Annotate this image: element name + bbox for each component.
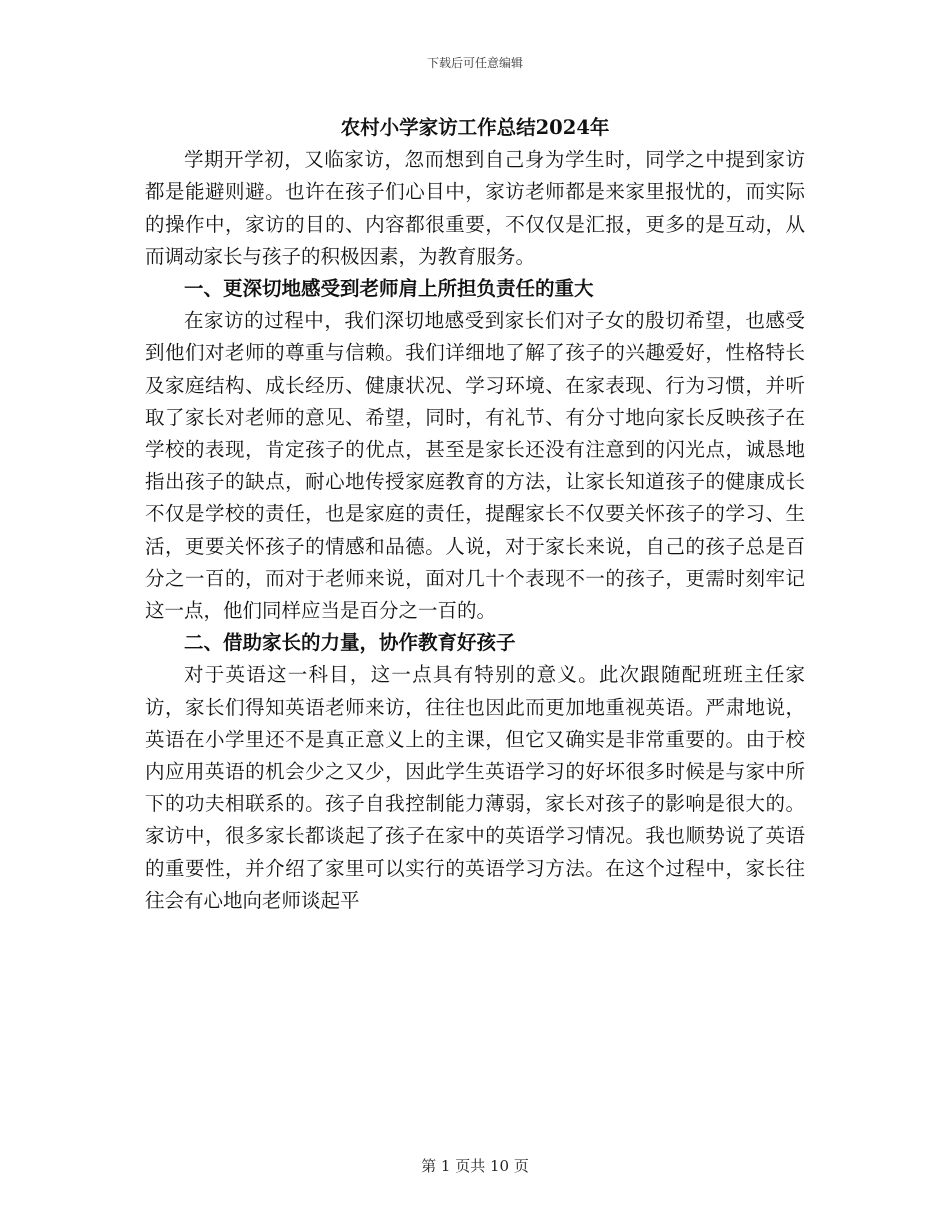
document-body <box>145 112 805 917</box>
page-footer: 第 1 页共 10 页 <box>421 1157 529 1175</box>
section-1-heading: 一、更深切地感受到老师肩上所担负责任的重大 <box>184 277 594 301</box>
intro-paragraph: 学期开学初，又临家访，忽而想到自己身为学生时，同学之中提到家访都是能避则避。也许在孩子们心目中，家访老师都是来家里报忧的，而实际的操作中，家访的目的、内容都很重要，不仅仅是汇报，更多的是互动，从而调动家长与孩子的积极因素，为教育服务。 <box>145 148 805 268</box>
section-2-paragraph: 对于英语这一科目，这一点具有特别的意义。此次跟随配班班主任家访，家长们得知英语老师来访，往往也因此而更加地重视英语。严肃地说，英语在小学里还不是真正意义上的主课，但它又确实是非常重要的。由于校内应用英语的机会少之又少，因此学生英语学习的好坏很多时候是与家中所下的功夫相联系的。孩子自我控制能力薄弱，家长对孩子的影响是很大的。家访中，很多家长都谈起了孩子在家中的英语学习情况。我也顺势说了英语的重要性，并介绍了家里可以实行的英语学习方法。在这个过程中，家长往往会有心地向老师谈起平 <box>145 663 805 912</box>
document-title: 农村小学家访工作总结2024年 <box>340 116 610 139</box>
section-2-heading: 二、借助家长的力量，协作教育好孩子 <box>184 631 516 655</box>
section-1-paragraph: 在家访的过程中，我们深切地感受到家长们对子女的殷切希望，也感受到他们对老师的尊重与信赖。我们详细地了解了孩子的兴趣爱好，性格特长及家庭结构、成长经历、健康状况、学习环境、在家表现、行为习惯，并听取了家长对老师的意见、希望，同时，有礼节、有分寸地向家长反映孩子在学校的表现，肯定孩子的优点，甚至是家长还没有注意到的闪光点，诚恳地指出孩子的缺点，耐心地传授家庭教育的方法，让家长知道孩子的健康成长不仅是学校的责任，也是家庭的责任，提醒家长不仅要关怀孩子的学习、生活，更要关怀孩子的情感和品德。人说，对于家长来说，自己的孩子总是百分之一百的，而对于老师来说，面对几十个表现不一的孩子，更需时刻牢记这一点，他们同样应当是百分之一百的。 <box>145 309 805 623</box>
header-note: 下载后可任意编辑 <box>426 56 523 70</box>
